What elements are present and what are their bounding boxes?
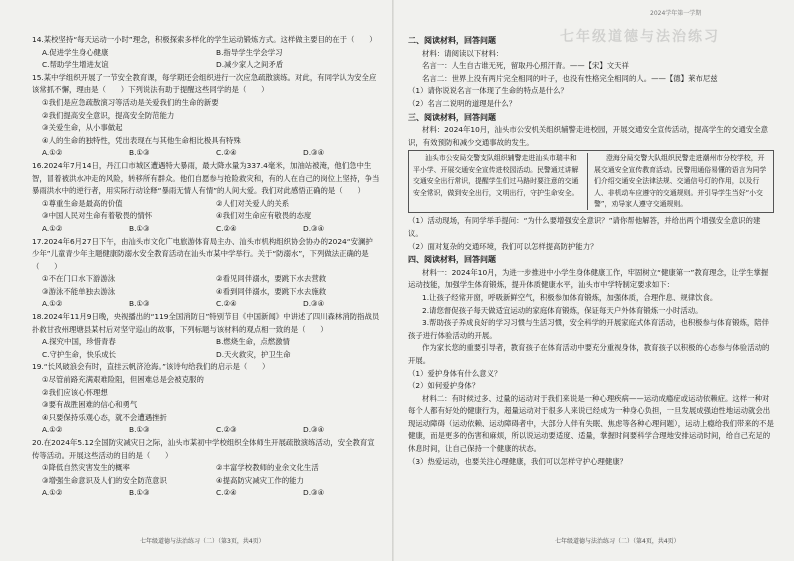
statement-item: ①尽管前路充满艰难险阻，但困难总是会被克服的 <box>42 375 204 385</box>
statement-item: ②人们对关爱人的关系 <box>216 198 290 208</box>
section-2-question-2: （2）名言二说明的道理是什么？ <box>408 98 517 108</box>
statement-item: ②丰富学校教师的业余文化生活 <box>216 463 319 473</box>
option-c[interactable]: C.守护生命，快乐成长 <box>42 349 117 359</box>
statement-item: ④提高防灾减灾工作的能力 <box>216 475 304 485</box>
statement-grid <box>42 273 382 298</box>
options-grid <box>42 298 382 311</box>
option-c[interactable]: C.②④ <box>216 488 237 498</box>
section-4-material-1b: 作为家长您的重要引导者，教育孩子在体育活动中要充分重视身体，教育孩子以积极的心态参与体验活动的开展。 <box>408 343 770 365</box>
options-grid <box>42 147 382 160</box>
section-4-question-1: （1）爱护身体有什么意义？ <box>408 368 502 378</box>
question-stem: 14.某校坚持“每天运动一小时”理念，积极探索多样化的学生运动锻炼方式。这样做主要目的在于（ ） <box>32 35 377 44</box>
option-c[interactable]: C.②③ <box>216 425 237 435</box>
option-d[interactable]: D.③④ <box>303 488 325 498</box>
right-page-footer: 七年级道德与法治练习（二）（第4页，共4页） <box>555 538 680 545</box>
top-header-text: 2024学年第一学期 <box>650 10 702 17</box>
option-c[interactable]: C.②④ <box>216 223 237 233</box>
question-stem: 20.在2024年5.12全国防灾减灾日之际，汕头市某初中学校组织全体师生开展疏散演练活动，安全教育宣传等活动。开展这些活动的目的是（ ） <box>32 438 375 460</box>
section-3-question-1: （1）活动现场，有同学举手提问：“为什么要增强安全意识？”请你帮他解答，并给出两个增强安全意识的建议。 <box>408 216 761 238</box>
right-page <box>408 34 774 550</box>
section-4-material-2: 材料二：有时候过多、过量的运动对于我们来说是一种心理疾病——运动成瘾症或运动依赖症。这样一种对每个人都有好处的健康行为，超量运动对于很多人来说已经成为一种身心负担，一旦发展成强迫性地运动就会出现运动障碍（运动依赖、运动障碍者中，大部分人伴有失眠、焦虑等各种心理问题），运动上瘾给我们带来的不是健康，而是更多的伤害和麻烦，所以说运动要适度、适量，掌握时间要科学合理地安排运动时间，给自己充足的休息时间，让自己保持一个健康的状态。 <box>408 393 774 454</box>
statement-item: ③关爱生命，从小事做起 <box>42 123 123 133</box>
option-b[interactable]: B.①③ <box>129 299 150 309</box>
section-3-title: 三、阅读材料，回答问题 <box>408 112 496 122</box>
option-c[interactable]: C.②④ <box>216 299 237 309</box>
option-d[interactable]: D.减少家人之间矛盾 <box>216 60 284 70</box>
section-2-title: 二、阅读材料，回答问题 <box>408 36 496 45</box>
statement-item: ③要有战胜困难的信心和勇气 <box>42 400 138 410</box>
section-3-material: 材料：2024年10月，汕头市公安机关组织辅警走进校园，开展交通安全宣传活动，提高学生的交通安全意识，有效预防和减少交通事故的发生。 <box>408 125 769 147</box>
section-4-title: 四、阅读材料，回答问题 <box>408 255 496 265</box>
option-a[interactable]: A.①② <box>42 425 63 435</box>
option-a[interactable]: A.①② <box>42 299 63 309</box>
bleed-through-watermark: 七年级道德与法治练习 <box>560 29 720 45</box>
statement-item: ③增强生命意识及人们的安全防范意识 <box>42 475 167 485</box>
question-20 <box>32 437 382 500</box>
question-16 <box>32 160 382 236</box>
option-d[interactable]: D.天火救灾，护卫生命 <box>216 349 291 359</box>
statement-item: ③中国人民对生命有着敬畏的情怀 <box>42 211 153 221</box>
question-stem: 16.2024年7月14日，丹江口市城区遭遇特大暴雨，最大降水量为337.4毫米，加油站被淹，他们急中生智，冒着被洪水冲走的风险，转移所有群众。他们自愿参与抢险救灾和，有的人在自己的岗位上坚持，争当暴雨洪水中的逆行者，用实际行动诠释“暴雨无情人有情”的人间大爱。我们对此感悟正确的是（ ） <box>32 160 380 196</box>
statement-item: ②我们应该心怀理想 <box>42 387 108 397</box>
statement-grid <box>42 198 382 223</box>
question-stem: 18.2024年11月9日晚，央视播出的“119全国消防日”特别节目《中国新闻》中讲述了四川森林消防指战员扑救甘孜州理塘县某村后对坚守巡山的故事，下列标题与该材料的观点相一致的是（ ） <box>32 312 380 334</box>
statement-item: ④只要保持乐观心态，就不会遭遇挫折 <box>42 412 167 422</box>
left-page-footer: 七年级道德与法治练习（二）（第3页，共4页） <box>140 538 265 545</box>
statement-grid <box>42 462 382 487</box>
options-grid <box>42 487 382 500</box>
statement-item: ③游泳不能单独去游泳 <box>42 286 116 296</box>
rule-item: 3.帮助孩子养成良好的学习习惯与生活习惯，安全科学的开展家庭式体育活动，也积极参与体育锻炼，陪伴孩子进行体验活动的开展。 <box>408 318 770 340</box>
question-stem: 17.2024年6月27日下午，由汕头市文化广电旅游体育局主办、汕头市机构组织协会协办的2024“安澜护 少年”儿童青少年主题健康防溺水安全教育活动在汕头市某中学举行。关于“防溺水”，下列做法正确的是（ ） <box>32 236 373 271</box>
question-15 <box>32 72 382 160</box>
options-grid <box>42 47 382 72</box>
options-grid <box>42 424 382 437</box>
rule-item: 2.请您督促孩子每天做适宜运动的家庭体育锻炼，保证每天户外体育锻炼一小时活动。 <box>422 305 703 315</box>
option-b[interactable]: B.①③ <box>129 223 150 233</box>
quote-1: 名言一：人生自古谁无死，留取丹心照汗青。——【宋】文天祥 <box>422 61 629 71</box>
material-box-1: 汕头市公安局交警支队组织辅警走进汕头市瑞丰和平小学、开展交通安全宣传进校园活动。民警通过讲解交通安全出行常识，提醒学生们过马路时要注意的交通安全常识，做到安全出行，文明出行，守护生命安全。 <box>413 153 588 210</box>
option-a[interactable]: A.①② <box>42 488 63 498</box>
option-d[interactable]: D.③④ <box>303 223 325 233</box>
section-4-question-2: （2）如何爱护身体？ <box>408 381 480 391</box>
statement-item: ①不在门口水下游游泳 <box>42 274 116 284</box>
material-box-2: 澄海分局交警大队组织民警走进潮州市分校学校，开展交通安全宣传教育活动。民警用通俗易懂的语言为同学们介绍交通安全法律法规、交通信号灯的作用，以及行人、非机动车应遵守的交通规则。并引导学生当好“小交警”，劝导家人遵守交通规则。 <box>594 154 767 208</box>
question-19 <box>32 361 382 437</box>
question-stem: 19.“长风破浪会有时，直挂云帆济沧海。”该诗句给我们的启示是（ ） <box>32 362 270 372</box>
statement-item: ④看到同伴溺水，要跳下水去施救 <box>216 286 327 296</box>
statement-item: ②看见同伴溺水，要跳下水去营救 <box>216 274 327 284</box>
statement-item: ①我们是应急疏散演习等活动是关爱我们的生命的新要 <box>42 97 219 107</box>
statement-item: ④我们对生命应有敬畏的态度 <box>216 211 312 221</box>
option-b[interactable]: B.①③ <box>129 488 150 498</box>
section-4-question-3: （3）热爱运动，也要关注心理健康，我们可以怎样守护心理健康？ <box>408 456 628 466</box>
question-17 <box>32 236 382 312</box>
quote-2: 名言二：世界上没有两片完全相同的叶子，也没有性格完全相同的人。——【德】莱布尼兹 <box>422 73 718 83</box>
section-3-question-2: （2）面对复杂的交通环境，我们可以怎样提高防护能力？ <box>408 241 598 251</box>
section-4-material-1: 材料一：2024年10月，为进一步推进中小学生身体健康工作，牢固树立“健康第一”教育理念，让学生掌握运动技能，加强学生体育锻炼，提升体质健康水平，汕头市中学特制定要求如下： <box>408 267 769 290</box>
option-b[interactable]: B.燃烧生命，点燃激情 <box>216 337 290 347</box>
option-d[interactable]: D.③④ <box>303 299 325 309</box>
options-grid <box>42 223 382 236</box>
left-page <box>32 34 382 550</box>
option-c[interactable]: C.帮助学生增进友谊 <box>42 60 109 70</box>
option-d[interactable]: D.③④ <box>303 425 325 435</box>
option-d[interactable]: D.③④ <box>303 148 325 158</box>
option-a[interactable]: A.①② <box>42 148 63 158</box>
option-b[interactable]: B.①③ <box>129 425 150 435</box>
option-a[interactable]: A.探究中国，珍惜青春 <box>42 337 116 347</box>
option-c[interactable]: C.②④ <box>216 148 237 158</box>
statement-item: ②我们提高安全意识，提高安全防范能力 <box>42 110 175 120</box>
section-2-question-1: （1）请你说说名言一体现了生命的特点是什么？ <box>408 86 568 96</box>
page-fold-divider <box>392 0 394 561</box>
option-b[interactable]: B.指导学生学会学习 <box>216 47 283 57</box>
question-14 <box>32 34 382 72</box>
statement-item: ①降低自然灾害发生的概率 <box>42 463 130 473</box>
question-stem: 15.某中学组织开展了一节安全教育课，每学期还会组织进行一次应急疏散演练。对此，有同学认为安全应该常抓不懈，理由是（ ）下列说法有助于提醒这些同学的是（ ） <box>32 72 377 95</box>
options-grid <box>42 336 382 361</box>
statement-item: ①尊重生命是最高的价值 <box>42 198 123 208</box>
option-a[interactable]: A.促进学生身心健康 <box>42 47 109 57</box>
section-2-intro: 材料：请阅读以下材料： <box>422 48 504 58</box>
option-b[interactable]: B.①③ <box>129 148 150 158</box>
option-a[interactable]: A.①② <box>42 223 63 233</box>
material-boxes <box>408 150 774 213</box>
statement-item: ④人的生命的独特性，凭出表现在与其他生命相比极具有特殊 <box>42 135 241 145</box>
question-18 <box>32 311 382 361</box>
rule-item: 1.让孩子经常开窗，呼吸新鲜空气，积极参加体育锻炼，加强体质，合理作息、规律饮食。 <box>422 292 718 302</box>
